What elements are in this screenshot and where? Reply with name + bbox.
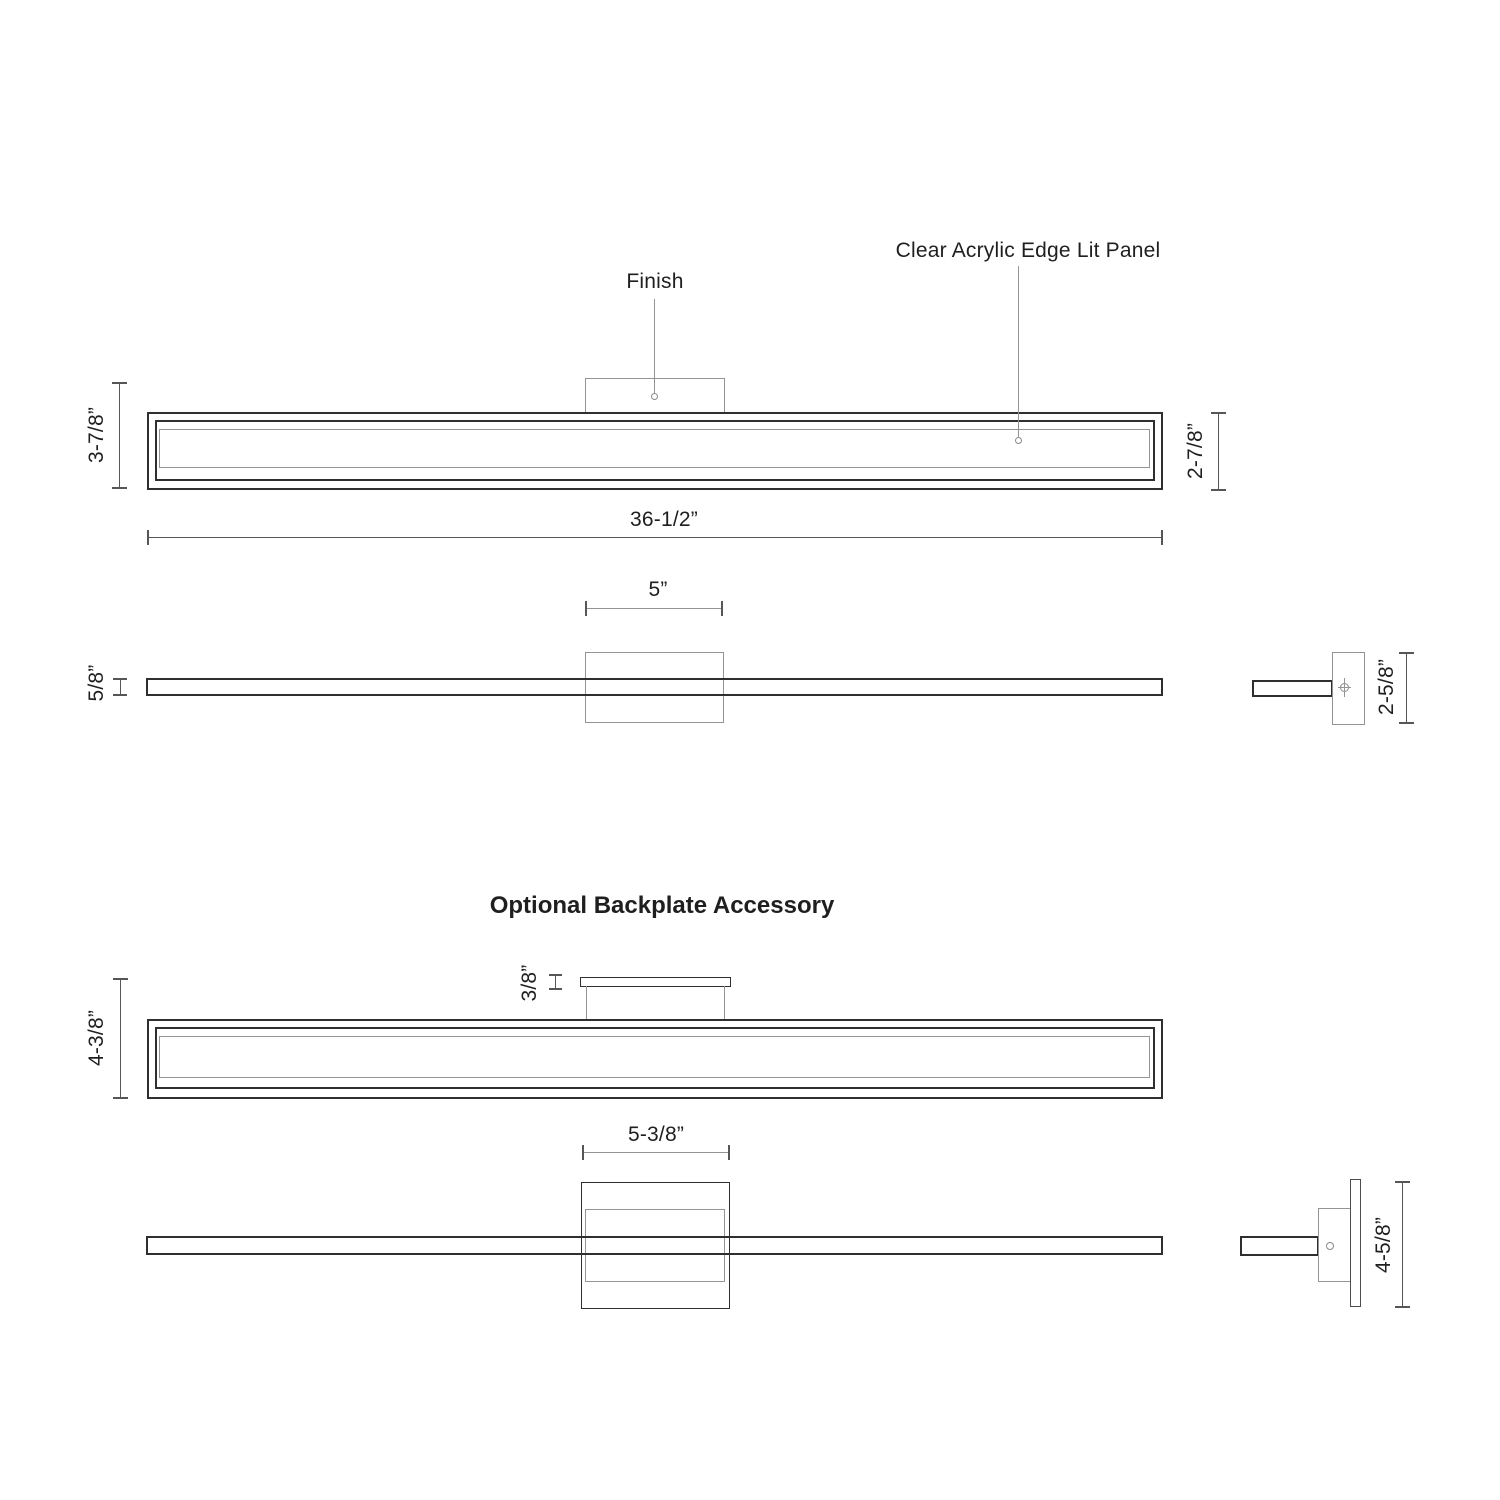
dim-tick xyxy=(113,978,128,980)
dim-tick xyxy=(582,1145,584,1160)
dim-tick xyxy=(112,487,127,489)
accessory-mount-box-stems xyxy=(586,986,725,1020)
accessory-plan-body-bar xyxy=(146,1236,1163,1255)
acrylic-panel-label: Clear Acrylic Edge Lit Panel xyxy=(895,239,1161,262)
finish-label: Finish xyxy=(626,270,684,293)
accessory-section-title: Optional Backplate Accessory xyxy=(489,892,835,919)
dim-tick xyxy=(1395,1306,1410,1308)
dim-label-total-height: 3-7/8” xyxy=(85,406,108,464)
dim-tick xyxy=(585,601,587,616)
dim-tick xyxy=(721,601,723,616)
finish-leader-dot xyxy=(651,393,658,400)
dim-line-backplate-side-height xyxy=(1406,653,1407,723)
dim-line-body-depth xyxy=(120,679,121,695)
dim-tick xyxy=(1399,652,1414,654)
dim-tick xyxy=(147,530,149,545)
finish-leader-line xyxy=(654,299,655,393)
dim-tick xyxy=(113,694,127,696)
acrylic-panel-leader-line xyxy=(1018,266,1019,437)
dim-tick xyxy=(1161,530,1163,545)
dim-tick xyxy=(113,678,127,680)
dim-tick xyxy=(113,1097,128,1099)
dim-label-accessory-backplate-side-height: 4-5/8” xyxy=(1372,1216,1395,1274)
plan-view-body-bar xyxy=(146,678,1163,696)
accessory-front-acrylic-panel xyxy=(159,1036,1150,1078)
dim-line-total-height xyxy=(119,382,120,488)
dim-line-accessory-backplate-side-height xyxy=(1402,1182,1403,1308)
dim-tick xyxy=(112,382,127,384)
dim-tick xyxy=(728,1145,730,1160)
dim-tick xyxy=(1395,1181,1410,1183)
dim-label-plate-thickness: 3/8” xyxy=(518,964,541,1002)
accessory-side-mount-box xyxy=(1318,1208,1351,1282)
dim-line-backplate-width xyxy=(585,608,723,609)
dim-label-body-height: 2-7/8” xyxy=(1184,422,1207,480)
dim-line-accessory-backplate-width xyxy=(582,1152,730,1153)
dim-label-backplate-side-height: 2-5/8” xyxy=(1375,658,1398,716)
dim-label-backplate-width: 5” xyxy=(648,578,668,601)
dim-tick xyxy=(1399,722,1414,724)
dim-label-accessory-backplate-width: 5-3/8” xyxy=(627,1123,685,1146)
dim-label-body-depth: 5/8” xyxy=(85,664,108,702)
side-view-body-stem xyxy=(1252,680,1333,697)
dim-line-accessory-total-height xyxy=(120,979,121,1098)
dim-tick xyxy=(549,974,562,976)
dim-tick xyxy=(1211,412,1226,414)
accessory-screw-hole xyxy=(1326,1242,1334,1250)
front-view-acrylic-panel xyxy=(159,429,1150,468)
dim-tick xyxy=(549,988,562,990)
screw-symbol-hline xyxy=(1338,687,1351,688)
dim-tick xyxy=(1211,489,1226,491)
accessory-side-backplate xyxy=(1350,1179,1361,1307)
acrylic-panel-leader-dot xyxy=(1015,437,1022,444)
dim-line-overall-width xyxy=(147,537,1163,538)
dim-label-overall-width: 36-1/2” xyxy=(630,508,698,531)
accessory-side-body-stem xyxy=(1240,1236,1319,1256)
dim-line-body-height xyxy=(1218,412,1219,490)
dim-label-accessory-total-height: 4-3/8” xyxy=(85,1009,108,1067)
